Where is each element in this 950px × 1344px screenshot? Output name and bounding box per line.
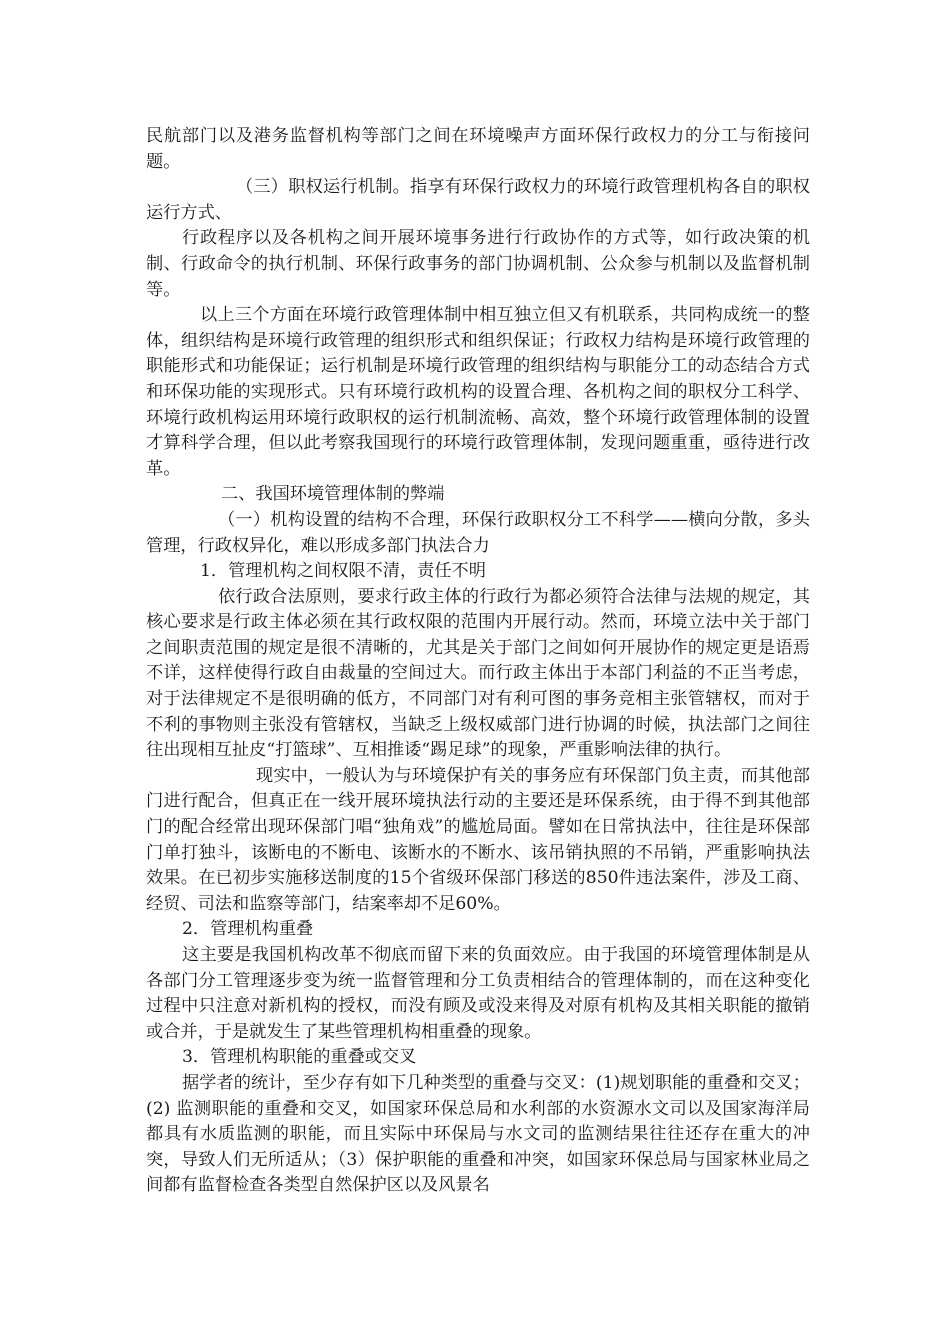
item-heading-2: 2．管理机构重叠 (182, 919, 314, 940)
subsection-heading-1: （一）机构设置的结构不合理，环保行政职权分工不科学——横向分散，多头管理，行政权异化，难以形成多部门执法合力 (146, 509, 810, 556)
paragraph-section-3-heading: （三）职权运行机制。指享有环保行政权力的环境行政管理机构各自的职权运行方式、 (146, 177, 810, 223)
paragraph-summary: 以上三个方面在环境行政管理体制中相互独立但又有机联系，共同构成统一的整体，组织结构是环境行政管理的组织形式和组织保证；行政权力结构是环境行政管理的职能形式和功能保证；运行机制是环境行政管理的组织结构与职能分工的动态结合方式和环保功能的实现形式。只有环境行政机构的设置合理、各机构之间的职权分工科学、环境行政机构运用环境行政职权的运行机制流畅、高效，整个环境行政管理体制的设置才算科学合理，但以此考察我国现行的环境行政管理体制，发现问题重重，亟待进行改革。 (146, 305, 810, 479)
section-heading-drawbacks: 二、我国环境管理体制的弊端 (221, 484, 445, 505)
paragraph-administrative-procedure: 行政程序以及各机构之间开展环境事务进行行政协作的方式等，如行政决策的机制、行政命令的执行机制、环保行政事务的部门协调机制、公众参与机制以及监督机制等。 (146, 228, 810, 300)
paragraph-statistics: 据学者的统计，至少存有如下几种类型的重叠与交叉：(1)规划职能的重叠和交叉；(2) 监测职能的重叠和交叉，如国家环保总局和水利部的水资源水文司以及国家海洋局都具有水质监测的职能，而且实际中环保局与水文司的监测结果往往还存在重大的冲突，导致人们无所适从；（3）保护职能的重叠和冲突，如国家环保总局与国家林业局之间都有监督检查各类型自然保护区以及风景名 (146, 1072, 810, 1196)
paragraph-reality: 现实中，一般认为与环境保护有关的事务应有环保部门负主责，而其他部门进行配合，但真正在一线开展环境执法行动的主要还是环保系统，由于得不到其他部门的配合经常出现环保部门唱“独角戏”的尴尬局面。譬如在日常执法中，往往是环保部门单打独斗，该断电的不断电、该断水的不断水、该吊销执照的不吊销，严重影响执法效果。在已初步实施移送制度的15个省级环保部门移送的850件违法案件，涉及工商、经贸、司法和监察等部门，结案率却不足60%。 (146, 765, 810, 914)
paragraph-continuation: 民航部门以及港务监督机构等部门之间在环境噪声方面环保行政权力的分工与衔接问题。 (146, 126, 810, 172)
document-body (146, 124, 810, 1199)
item-heading-3: 3．管理机构职能的重叠或交叉 (182, 1047, 417, 1068)
paragraph-legality-principle: 依行政合法原则，要求行政主体的行政行为都必须符合法律与法规的规定，其核心要求是行政主体必须在其行政权限的范围内开展行动。然而，环境立法中关于部门之间职责范围的规定是很不清晰的，尤其是关于部门之间如何开展协作的规定更是语焉不详，这样使得行政自由裁量的空间过大。而行政主体出于本部门利益的不正当考虑，对于法律规定不是很明确的低方，不同部门对有利可图的事务竞相主张管辖权，而对于不利的事物则主张没有管辖权，当缺乏上级权威部门进行协调的时候，执法部门之间往往出现相互扯皮“打篮球”、互相推诿“踢足球”的现象，严重影响法律的执行。 (146, 586, 810, 761)
paragraph-reform-effect: 这主要是我国机构改革不彻底而留下来的负面效应。由于我国的环境管理体制是从各部门分工管理逐步变为统一监督管理和分工负责相结合的管理体制的，而在这种变化过程中只注意对新机构的授权，而没有顾及或没来得及对原有机构及其相关职能的撤销或合并，于是就发生了某些管理机构相重叠的现象。 (146, 945, 810, 1042)
item-heading-1: 1．管理机构之间权限不清，责任不明 (200, 561, 486, 582)
